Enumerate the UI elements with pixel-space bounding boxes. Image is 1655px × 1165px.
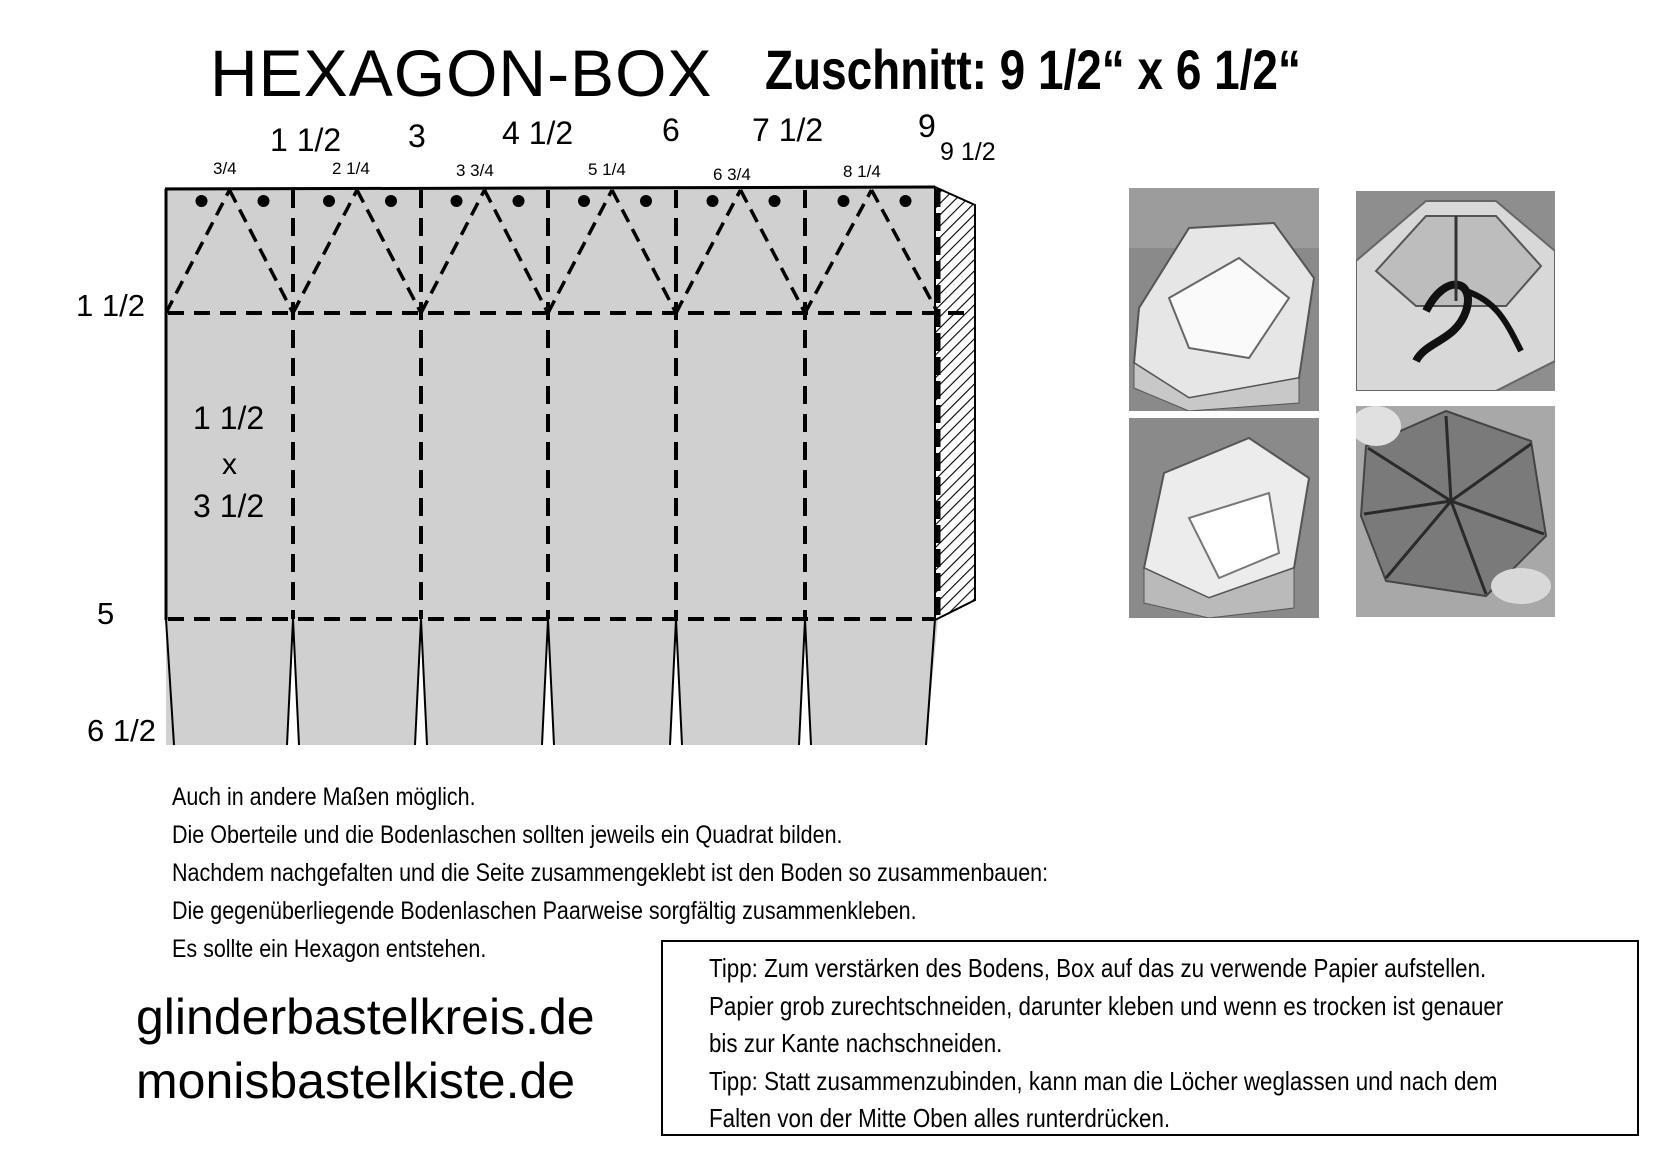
ribbon-hole <box>323 195 335 207</box>
note-line: Die gegenüberliegende Bodenlaschen Paarweise sorgfältig zusammenkleben. <box>172 897 917 925</box>
ribbon-hole <box>769 195 781 207</box>
scale-top-9: 9 <box>918 108 936 144</box>
note-line: Nachdem nachgefalten und die Seite zusammengeklebt ist den Boden so zusammenbauen: <box>172 859 1049 887</box>
page-title: HEXAGON-BOX <box>210 36 713 110</box>
ribbon-hole <box>385 195 397 207</box>
ribbon-hole <box>258 195 270 207</box>
box-bottom-photo <box>1129 418 1319 618</box>
bottom-flap <box>421 619 548 745</box>
scale-minor-6-3-4: 6 3/4 <box>713 165 751 184</box>
bottom-flap <box>293 619 421 745</box>
scale-top-3: 3 <box>408 118 426 154</box>
ribbon-hole <box>578 195 590 207</box>
bottom-flap <box>805 619 938 745</box>
note-line: Die Oberteile und die Bodenlaschen sollten jeweils ein Quadrat bilden. <box>172 821 843 849</box>
panel-by: x <box>222 448 237 481</box>
box-open-top-photo <box>1129 188 1319 411</box>
ribbon-hole <box>451 195 463 207</box>
note-line: Es sollte ein Hexagon entstehen. <box>172 935 487 963</box>
tip-line: Tipp: Zum verstärken des Bodens, Box auf das zu verwende Papier aufstellen. <box>709 953 1487 983</box>
bottom-flap <box>676 619 805 745</box>
box-pressed-top-photo <box>1356 406 1555 617</box>
glue-tab <box>935 187 975 620</box>
tip-line: Tipp: Statt zusammenzubinden, kann man die Löcher weglassen und nach dem <box>709 1065 1498 1096</box>
website-glinderbastelkreis[interactable]: glinderbastelkreis.de <box>136 989 595 1045</box>
ribbon-hole <box>513 195 525 207</box>
ribbon-hole <box>196 195 208 207</box>
note-line: Auch in andere Maßen möglich. <box>172 783 476 811</box>
tip-line: bis zur Kante nachschneiden. <box>709 1028 1003 1058</box>
scale-top-6: 6 <box>662 112 680 148</box>
tip-line: Papier grob zurechtschneiden, darunter kleben und wenn es trocken ist genauer <box>709 990 1504 1021</box>
scale-minor-3-3-4: 3 3/4 <box>456 161 494 180</box>
scale-side-6-1-2: 6 1/2 <box>87 713 156 748</box>
scale-minor-5-1-4: 5 1/4 <box>588 160 626 179</box>
box-ribbon-top-photo <box>1356 191 1555 391</box>
panel-height: 3 1/2 <box>193 488 265 524</box>
ribbon-hole <box>707 195 719 207</box>
ribbon-hole <box>838 195 850 207</box>
scale-minor-8-1-4: 8 1/4 <box>843 162 881 181</box>
cut-size-label: Zuschnitt: 9 1/2“ x 6 1/2“ <box>765 38 1301 101</box>
scale-top-9-1-2: 9 1/2 <box>940 138 996 166</box>
scale-side-1-1-2: 1 1/2 <box>76 288 145 323</box>
website-monisbastelkiste[interactable]: monisbastelkiste.de <box>136 1053 576 1109</box>
panel-width: 1 1/2 <box>193 400 265 436</box>
tip-line: Falten von der Mitte Oben alles runterdrücken. <box>709 1103 1171 1133</box>
bottom-flap <box>166 619 293 745</box>
scale-top-7-1-2: 7 1/2 <box>752 112 824 148</box>
scale-side-5: 5 <box>97 596 115 631</box>
tips-box <box>661 940 1639 1136</box>
outline-top <box>165 187 935 189</box>
scale-top-4-1-2: 4 1/2 <box>502 115 574 151</box>
scale-top-1-1-2: 1 1/2 <box>270 122 342 158</box>
bottom-flap <box>548 619 676 745</box>
scale-minor-2-1-4: 2 1/4 <box>332 159 370 178</box>
scale-minor-3-4: 3/4 <box>213 159 237 178</box>
ribbon-hole <box>900 195 912 207</box>
ribbon-hole <box>640 195 652 207</box>
